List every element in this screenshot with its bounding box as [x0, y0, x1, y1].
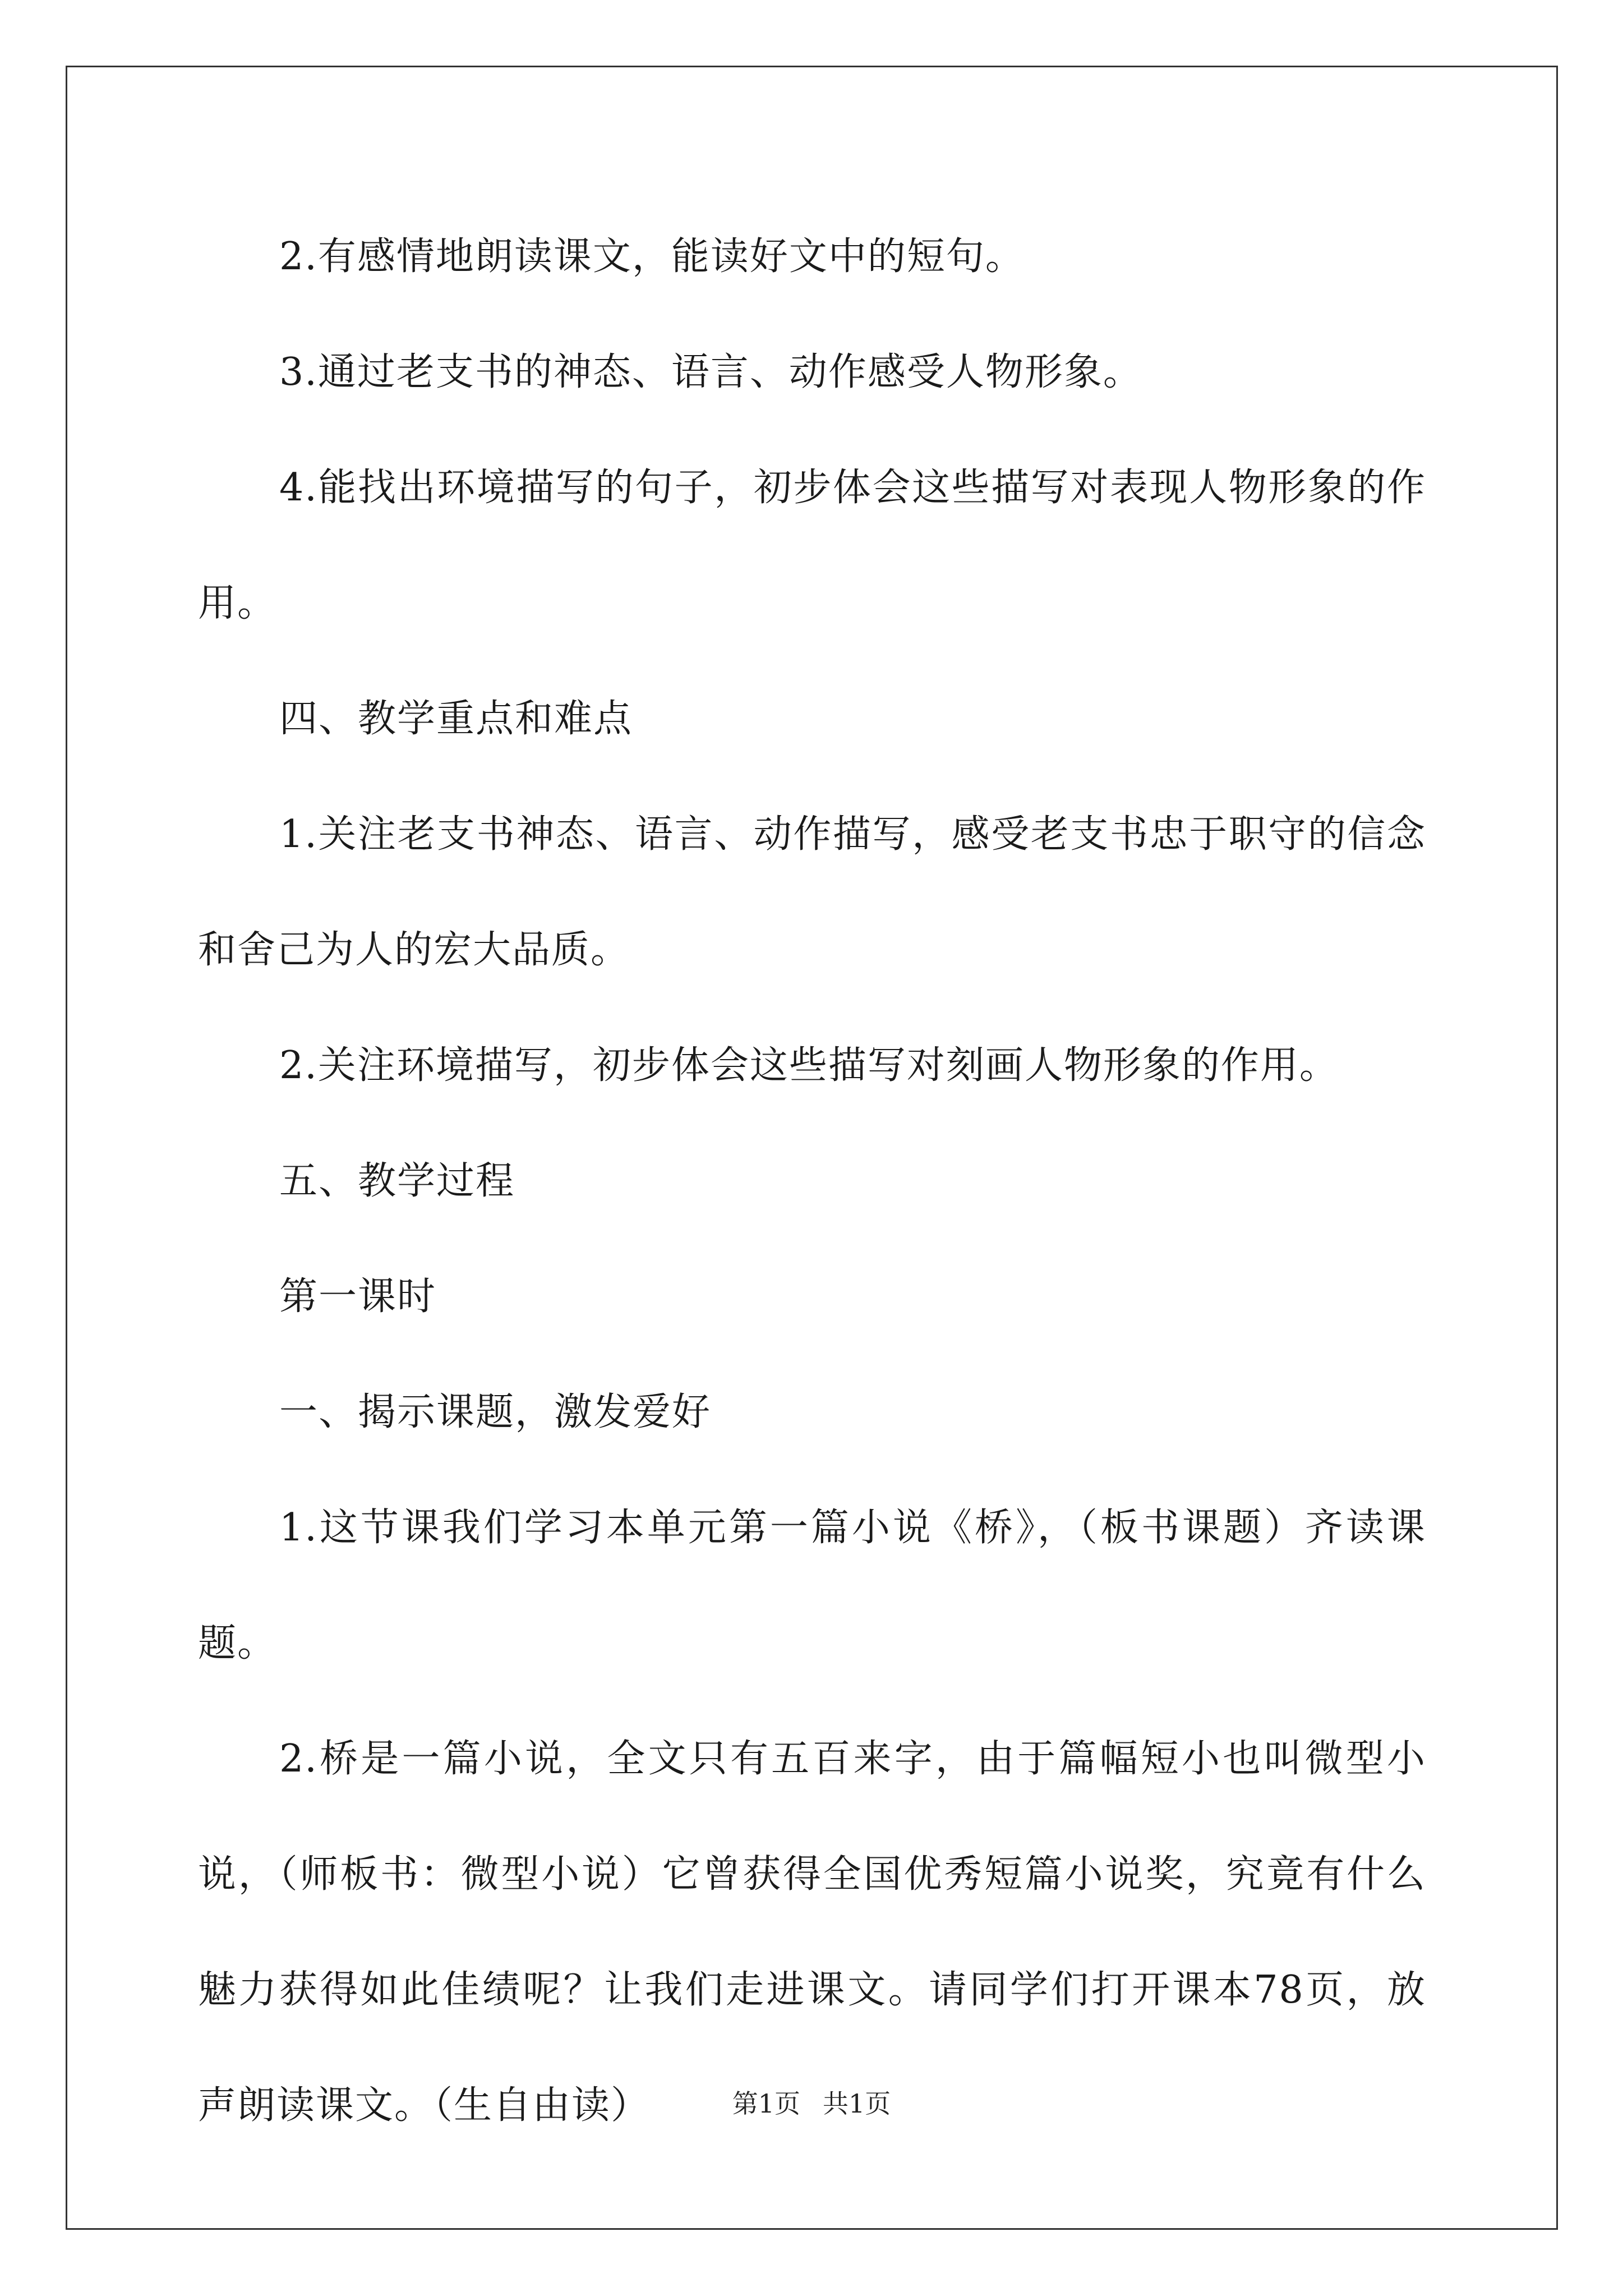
lesson-heading: 第一课时 — [279, 1274, 437, 1319]
paragraph: 1.关注老支书神态、语言、动作描写，感受老支书忠于职守的信念和舍己为人的宏大品质。 — [198, 812, 1426, 972]
section-heading: 五、教学过程 — [279, 1159, 515, 1203]
paragraph: 2.桥是一篇小说，全文只有五百来字，由于篇幅短小也叫微型小说，（师板书：微型小说）它曾获得全国优秀短篇小说奖，究竟有什么魅力获得如此佳绩呢？让我们走进课文。请同学们打开课本78页，放声朗读课文。（生自由读） — [198, 1737, 1426, 2128]
paragraph: 3.通过老支书的神态、语言、动作感受人物形象。 — [279, 350, 1142, 394]
document-body — [198, 199, 1426, 2164]
page-footer — [0, 2087, 1623, 2120]
paragraph: 2.关注环境描写，初步体会这些描写对刻画人物形象的作用。 — [279, 1043, 1339, 1088]
paragraph: 2.有感情地朗读课文，能读好文中的短句。 — [279, 234, 1025, 279]
paragraph: 4.能找出环境描写的句子，初步体会这些描写对表现人物形象的作用。 — [198, 466, 1426, 625]
page-total: 共1页 — [823, 2088, 891, 2119]
page-number: 第1页 — [732, 2088, 800, 2119]
section-heading: 一、揭示课题，激发爱好 — [279, 1390, 712, 1434]
paragraph: 1.这节课我们学习本单元第一篇小说《桥》，（板书课题）齐读课题。 — [198, 1506, 1426, 1665]
section-heading: 四、教学重点和难点 — [279, 697, 633, 741]
